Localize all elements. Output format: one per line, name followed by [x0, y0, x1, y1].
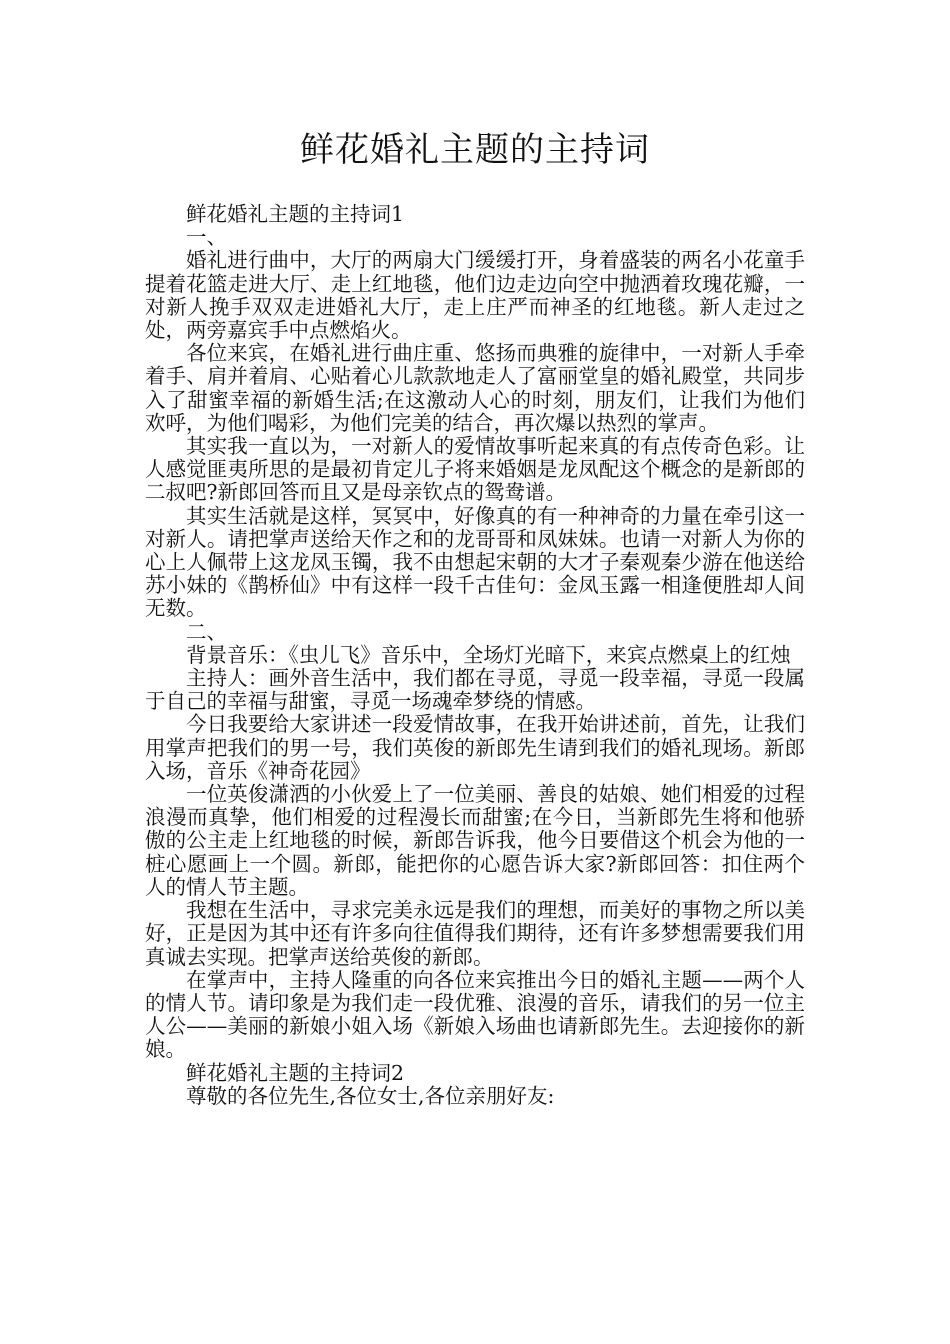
paragraph: 主持人：画外音生活中，我们都在寻觅，寻觅一段幸福，寻觅一段属于自己的幸福与甜蜜，寻觅一场魂牵梦绕的情感。 [145, 666, 805, 714]
subheading-1: 鲜花婚礼主题的主持词1 [186, 202, 405, 226]
document-title: 鲜花婚礼主题的主持词 [300, 130, 650, 170]
paragraph: 一位英俊潇洒的小伙爱上了一位美丽、善良的姑娘、她们相爱的过程浪漫而真挚，他们相爱的过程漫长而甜蜜;在今日，当新郎先生将和他骄傲的公主走上红地毯的时候，新郎告诉我，他今日要借这个机会为他的一桩心愿画上一个圆。新郎，能把你的心愿告诉大家?新郎回答：扣住两个人的情人节主题。 [145, 782, 805, 899]
paragraph: 其实生活就是这样，冥冥中，好像真的有一种神奇的力量在牵引这一对新人。请把掌声送给天作之和的龙哥哥和凤妹妹。也请一对新人为你的心上人佩带上这龙凤玉镯，我不由想起宋朝的大才子秦观秦少游在他送给苏小妹的《鹊桥仙》中有这样一段千古佳句：金凤玉露一相逢便胜却人间无数。 [145, 503, 805, 621]
paragraph: 尊敬的各位先生,各位女士,各位亲朋好友: [186, 1083, 555, 1108]
paragraph: 婚礼进行曲中，大厅的两扇大门缓缓打开，身着盛装的两名小花童手提着花篮走进大厅、走上红地毯，他们边走边向空中抛洒着玫瑰花瓣，一对新人挽手双双走进婚礼大厅，走上庄严而神圣的红地毯。新人走过之处，两旁嘉宾手中点燃焰火。 [145, 248, 805, 343]
subheading-2: 鲜花婚礼主题的主持词2 [186, 1060, 405, 1085]
paragraph: 我想在生活中，寻求完美永远是我们的理想，而美好的事物之所以美好，正是因为其中还有许多向往值得我们期待，还有许多梦想需要我们用真诚去实现。把掌声送给英俊的新郎。 [145, 898, 805, 969]
section-marker-2: 二、 [186, 619, 227, 644]
paragraph: 今日我要给大家讲述一段爱情故事，在我开始讲述前，首先，让我们用掌声把我们的男一号，我们英俊的新郎先生请到我们的婚礼现场。新郎入场，音乐《神奇花园》 [145, 712, 805, 783]
section-marker-1: 一、 [186, 225, 227, 250]
paragraph: 在掌声中，主持人隆重的向各位来宾推出今日的婚礼主题——两个人的情人节。请印象是为我们走一段优雅、浪漫的音乐，请我们的另一位主人公——美丽的新娘小姐入场《新娘入场曲也请新郎先生。去迎接你的新娘。 [145, 967, 805, 1062]
document-body [145, 203, 805, 1108]
paragraph: 各位来宾，在婚礼进行曲庄重、悠扬而典雅的旋律中，一对新人手牵着手、肩并着肩、心贴着心儿款款地走人了富丽堂皇的婚礼殿堂，共同步入了甜蜜幸福的新婚生活;在这激动人心的时刻，朋友们，让我们为他们欢呼，为他们喝彩，为他们完美的结合，再次爆以热烈的掌声。 [145, 341, 805, 435]
paragraph: 背景音乐：《虫儿飞》音乐中，全场灯光暗下，来宾点燃桌上的红烛 [186, 642, 791, 667]
paragraph: 其实我一直以为，一对新人的爱情故事听起来真的有点传奇色彩。让人感觉匪夷所思的是最初肯定儿子将来婚姻是龙凤配这个概念的是新郎的二叔吧?新郎回答而且又是母亲钦点的鸳鸯谱。 [145, 434, 805, 505]
